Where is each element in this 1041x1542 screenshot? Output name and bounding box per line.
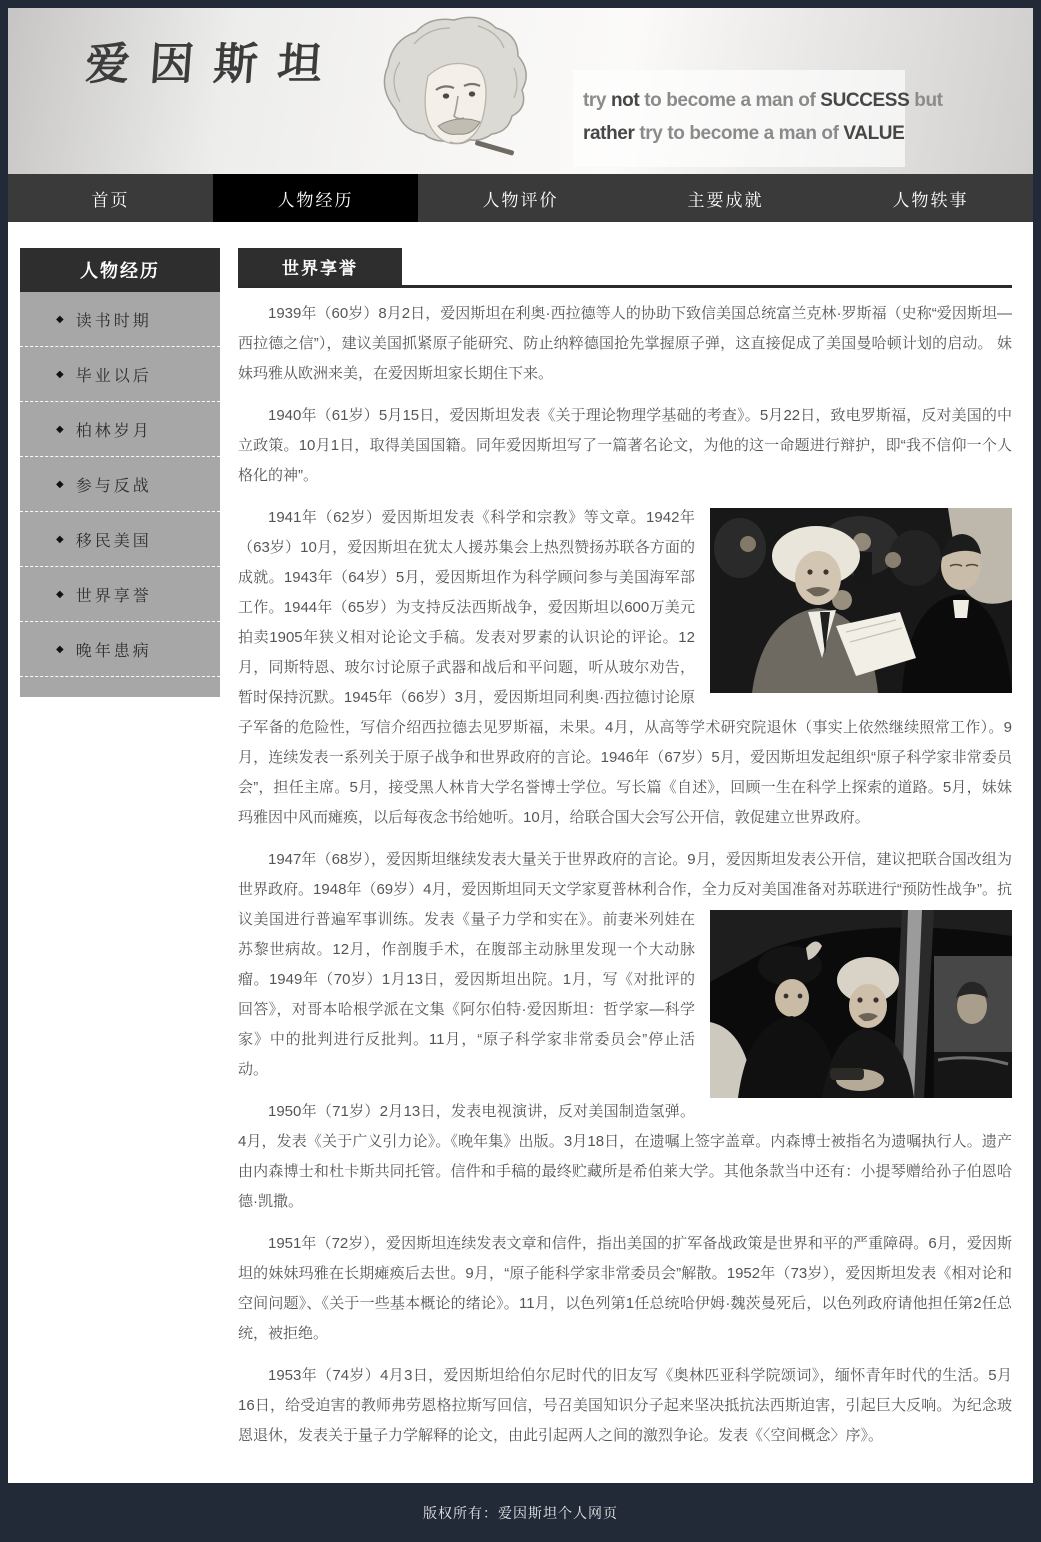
section-tab-bar — [238, 248, 1012, 288]
paragraph-1941-1946 — [238, 503, 1012, 833]
nav-item-experience[interactable]: 人物经历 — [213, 174, 418, 222]
diamond-bullet-icon: ◆ — [56, 588, 64, 600]
photo-einstein-citizenship-ceremony — [710, 508, 1012, 693]
sidebar-item-world-fame[interactable] — [20, 567, 220, 622]
sidebar-item-after-graduation[interactable] — [20, 347, 220, 402]
sidebar — [20, 248, 220, 697]
article — [238, 288, 1012, 1451]
diamond-bullet-icon: ◆ — [56, 313, 64, 325]
sidebar-item-label: 参与反战 — [75, 477, 152, 495]
paragraph-text: 1947年（68岁），爱因斯坦继续发表大量关于世界政府的言论。9月，爱因斯坦发表公开信，建议把联合国改组为世界政府。1948年（69岁）4月，爱因斯坦同天文学家夏普林利合作，全力反对美国准备对苏联进行“预防性战争”。抗议美国进行 — [238, 851, 1012, 928]
diamond-bullet-icon: ◆ — [56, 643, 64, 655]
header-banner — [8, 8, 1033, 174]
paragraph-1940: 1940年（61岁）5月15日，爱因斯坦发表《关于理论物理学基础的考查》。5月22日，致电罗斯福，反对美国的中立政策。10月1日，取得美国国籍。同年爱因斯坦写了一篇著名论文，为他的这一命题进行辩护，即“我不信仰一个人格化的神”。 — [238, 407, 1012, 484]
paragraph-1953: 1953年（74岁）4月3日，爱因斯坦给伯尔尼时代的旧友写《奥林匹亚科学院颂词》，缅怀青年时代的生活。5月16日，给受迫害的教师弗劳恩格拉斯写回信，号召美国知识分子起来坚决抵抗法西斯迫害，引起巨大反响。为纪念玻恩退休，发表关于量子力学解释的论文，由此引起两人之间的激烈争论。发表《〈空间概念〉序》。 — [238, 1367, 1012, 1444]
quote-line-1: try not to become a man of SUCCESS but — [583, 90, 943, 111]
nav-item-anecdotes[interactable]: 人物轶事 — [892, 190, 969, 210]
paragraph-1950: 1950年（71岁）2月13日，发表电视演讲，反对美国制造氢弹。4月，发表《关于广义引力论》。《晚年集》出版。3月18日，在遗嘱上签字盖章。内森博士被指名为遗嘱执行人。遗产由内森博士和杜卡斯共同托管。信件和手稿的最终贮藏所是希伯莱大学。其他条款当中还有：小提琴赠给孙子伯恩哈德·凯撒。 — [238, 1103, 1012, 1210]
sidebar-item-berlin-years[interactable] — [20, 402, 220, 457]
photo-einstein-in-car — [710, 910, 1012, 1098]
paragraph-text: 1941年（62岁）爱因斯坦发表《科学和宗教》等文章。1942年（63岁）10月，爱因斯坦在犹太人援苏集会上热烈赞扬苏联各方面的成就。1943年（64岁）5月，爱因斯坦作为科学顾问参与美国海军部工作。1944年（65岁）为支持反法西斯战争，爱因斯坦以600万美元拍卖1905年狭义相对论论文手稿。发表对罗素的认识论的评论。12月，同斯特恩、玻尔讨论原子武器和战后和平问题，听从玻尔劝告，暂时保持沉默。1945年（66岁）3月，爱因斯坦同利奥·西拉德讨论原子军备的危险性，写信介绍西拉德去见罗斯福，未果。4月，从高等学术研究院退休（事实上依然继续照常工作）。9月，连续发表一系列关于原子战争和世界政府的言论。1946年（67岁）5月，爱因斯坦发起组织“原子科学家非常委员会”，担任主席。5月，接受黑人林肯大学名誉博士学位。写长篇《自述》，回顾一生在科学上探索的道路。5月，妹妹玛雅因中风而瘫痪，以后每夜念书给她听。10月，给联合国大会写公开信，敦促建立世界政府。 — [238, 509, 1012, 826]
footer — [0, 1483, 1041, 1542]
paragraph-1951-1952: 1951年（72岁），爱因斯坦连续发表文章和信件，指出美国的扩军备战政策是世界和平的严重障碍。6月，爱因斯坦的妹妹玛雅在长期瘫痪后去世。9月，“原子能科学家非常委员会”解散。1952年（73岁），爱因斯坦发表《相对论和空间问题》、《关于一些基本概论的绪论》。11月，以色列第1任总统哈伊姆·魏茨曼死后，以色列政府请他担任第2任总统，被拒绝。 — [238, 1235, 1012, 1342]
einstein-sketch-portrait-icon — [358, 10, 538, 174]
sidebar-menu — [20, 292, 220, 697]
sidebar-item-emigrate-usa[interactable] — [20, 512, 220, 567]
sidebar-item-late-illness[interactable] — [20, 622, 220, 677]
sidebar-item-label: 毕业以后 — [75, 367, 152, 385]
main-nav — [8, 174, 1033, 222]
sidebar-item-anti-war[interactable] — [20, 457, 220, 512]
sidebar-item-label: 柏林岁月 — [75, 422, 152, 440]
header-quote — [573, 70, 943, 167]
copyright-text: 版权所有：爱因斯坦个人网页 — [423, 1504, 618, 1521]
sidebar-item-label: 移民美国 — [75, 532, 152, 550]
sidebar-item-reading-period[interactable] — [20, 292, 220, 347]
diamond-bullet-icon: ◆ — [56, 368, 64, 380]
paragraph-1947-1949 — [238, 845, 1012, 1085]
diamond-bullet-icon: ◆ — [56, 423, 64, 435]
diamond-bullet-icon: ◆ — [56, 533, 64, 545]
nav-item-evaluation[interactable]: 人物评价 — [482, 190, 559, 210]
sidebar-item-label: 世界享誉 — [75, 587, 152, 605]
site-title: 爱因斯坦 — [83, 39, 344, 90]
diamond-bullet-icon: ◆ — [56, 478, 64, 490]
nav-item-achievements[interactable]: 主要成就 — [687, 190, 764, 210]
tab-world-fame[interactable]: 世界享誉 — [238, 248, 402, 285]
content-area — [8, 222, 1033, 1483]
sidebar-title: 人物经历 — [20, 248, 220, 292]
sidebar-item-label: 读书时期 — [75, 312, 152, 330]
quote-line-2: rather try to become a man of VALUE — [583, 123, 905, 145]
nav-item-home[interactable]: 首页 — [91, 190, 130, 210]
paragraph-1939: 1939年（60岁）8月2日，爱因斯坦在利奥·西拉德等人的协助下致信美国总统富兰克林·罗斯福（史称“爱因斯坦—西拉德之信”），建议美国抓紧原子能研究、防止纳粹德国抢先掌握原子弹，这直接促成了美国曼哈顿计划的启动。 妹妹玛雅从欧洲来美，在爱因斯坦家长期住下来。 — [238, 305, 1012, 382]
paragraph-text: 普遍军事训练。发表《量子力学和实在》。前妻米列娃在苏黎世病故。12月，作剖腹手术，在腹部主动脉里发现一个大动脉瘤。1949年（70岁）1月13日，爱因斯坦出院。1月，写《对批评的回答》，对哥本哈根学派在文集《阿尔伯特·爱因斯坦：哲学家—科学家》中的批判进行反批判。11月，“原子科学家非常委员会”停止活动。 — [238, 911, 695, 1078]
main-content — [238, 248, 1012, 1463]
sidebar-item-label: 晚年患病 — [75, 642, 152, 660]
